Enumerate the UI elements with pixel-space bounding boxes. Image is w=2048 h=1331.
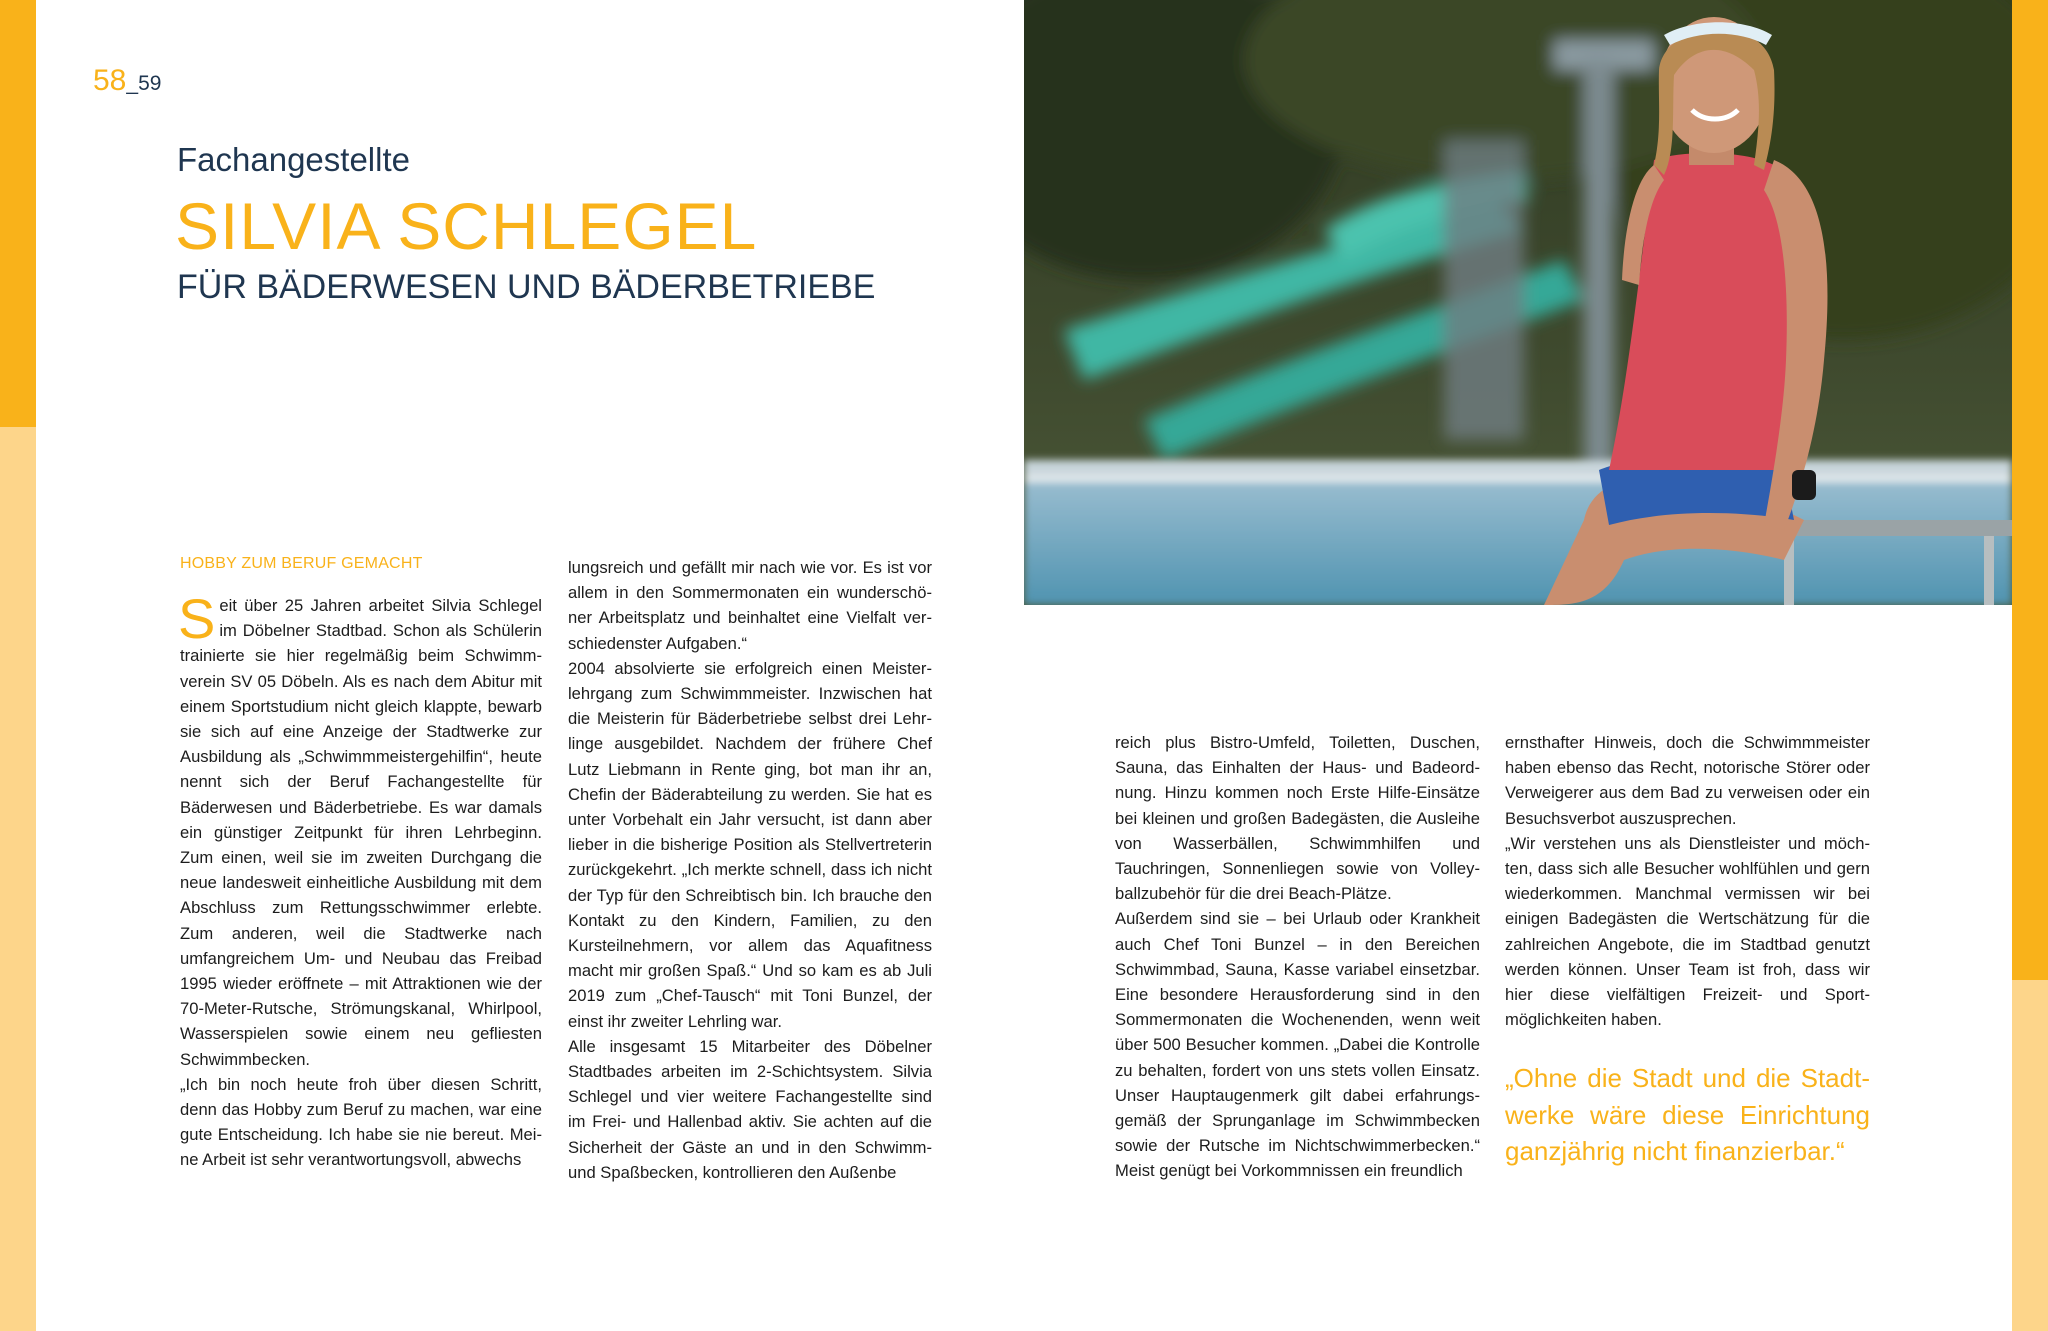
left-accent-bar-top [0,0,36,427]
right-accent-bar-bottom [2012,980,2048,1331]
page-number-right: 59 [138,72,162,95]
paragraph: „Wir verstehen uns als Dienstleister und möchten, dass sich alle Besucher wohlfühlen und gern wiederkommen. Manchmal vermissen wir bei einigen Badegästen die Wertschätzung für die zahlreichen Angebote, die im Stadtbad genutzt werden können. Unser Team ist froh, dass wir hier diese vielfältigen Freizeit- und Sportmöglichkeiten haben. [1505,833,1870,1030]
text-column-2 [568,555,932,1185]
paragraph [178,587,542,1072]
heading-subtitle: FÜR BÄDERWESEN UND BÄDERBETRIEBE [177,268,876,306]
paragraph: Außerdem sind sie – bei Urlaub oder Krankheit auch Chef Toni Bunzel – in den Bereichen Schwimmbad, Sauna, Kasse variabel einsetzbar. Eine besondere Herausforderung sind in den Sommermonaten die Wochenenden, wenn weit über 500 Besucher kommen. „Dabei die Kontrolle zu behalten, fordert von uns stets vollen Einsatz. Unser Hauptaugenmerk gilt dabei erfahrungsgemäß der Sprunganlage im Schwimmbecken sowie der Rutsche im Nichtschwimmerbecken.“ Meist genügt bei Vorkommnissen ein freundlich [1115,909,1480,1181]
pull-quote: „Ohne die Stadt und die Stadtwerke wäre diese Einrichtung ganzjährig nicht finanzierbar.“ [1505,1063,1870,1166]
paragraph: „Ich bin noch heute froh über diesen Schritt, denn das Hobby zum Beruf zu machen, war eine gute Entscheidung. Ich habe sie nie bereut. Meine Arbeit ist sehr verantwortungsvoll, abwechs [180,1074,542,1170]
right-accent-bar-top [2012,0,2048,980]
paragraph: lungsreich und gefällt mir nach wie vor. Es ist vor allem in den Sommermonaten ein wunderschöner Arbeitsplatz und beinhaltet eine Vielfalt verschiedenster Aufgaben.“ [568,558,932,653]
page-title: SILVIA SCHLEGEL [175,189,758,263]
heading-kicker: Fachangestellte [177,141,410,178]
text-column-4 [1505,730,1870,1032]
paragraph: reich plus Bistro-Umfeld, Toiletten, Duschen, Sauna, das Einhalten der Haus- und Badeordnung. Hinzu kommen noch Erste Hilfe-Einsätze bei kleinen und großen Badegästen, die Ausleihe von Wasserbällen, Schwimmhilfen und Tauchringen, Sonnenliegen sowie von Volleyballzubehör für die drei Beach-Plätze. [1115,733,1480,904]
paragraph: 2004 absolvierte sie erfolgreich einen Meisterlehrgang zum Schwimmmeister. Inzwischen hat die Meisterin für Bäderbetriebe selbst drei Lehrlinge ausgebildet. Nachdem der frühere Chef Lutz Liebmann in Rente ging, bot man ihr an, Chefin der Bäderabteilung zu werden. Sie hat es unter Vorbehalt ein Jahr versucht, ist dann aber lieber in die bisherige Position als Stellvertreterin zurückgekehrt. „Ich merkte schnell, dass ich nicht der Typ für den Schreibtisch bin. Ich brauche den Kontakt zu den Kindern, Familien, zu den Kursteilnehmern, vor allem das Aquafitness macht mir großen Spaß.“ Und so kam es ab Juli 2019 zum „Chef-Tausch“ mit Toni Bunzel, der einst ihr zweiter Lehrling war. [568,658,932,1031]
page-number-left: 58 [93,64,127,97]
left-accent-bar-bottom [0,427,36,1331]
page-numbers [93,64,161,98]
paragraph: ernsthafter Hinweis, doch die Schwimmmeister haben ebenso das Recht, notorische Störer oder Verweigerer aus dem Bad zu verweisen oder ein Besuchsverbot auszusprechen. [1505,733,1870,828]
page-number-separator: _ [126,72,139,95]
section-label: HOBBY ZUM BERUF GEMACHT [180,555,423,572]
portrait-photo [1024,0,2012,605]
drop-cap: S [178,587,216,650]
paragraph: Alle insgesamt 15 Mitarbeiter des Döbelner Stadtbades arbeiten im 2-Schichtsystem. Silvia Schlegel und vier weitere Fachangestellte sind im Frei- und Hallenbad aktiv. Sie achten auf die Sicherheit der Gäste an und in den Schwimm- und Spaßbecken, kontrollieren den Außenbe [568,1036,932,1182]
text-column-3 [1115,730,1480,1184]
text-column-1 [178,587,542,1173]
paragraph-text: eit über 25 Jahren arbeitet Silvia Schlegel im Döbelner Stadtbad. Schon als Schülerin trainierte sie hier regelmäßig beim Schwimmverein SV 05 Döbeln. Als es nach dem Abitur mit einem Sportstudium nicht gleich klappte, bewarb sie sich auf eine Anzeige der Stadtwerke zur Ausbildung als „Schwimmmeistergehilfin“, heute nennt sich der Beruf Fachangestellte für Bäderwesen und Bäderbetriebe. Es war damals ein günstiger Zeitpunkt für ihren Lehrbeginn. Zum einen, weil sie im zweiten Durchgang die neue landesweit einheitliche Ausbildung mit dem Abschluss zum Rettungsschwimmer erlebte. Zum anderen, weil die Stadtwerke nach umfangreichem Um- und Neubau das Freibad 1995 wieder eröffnete – mit Attraktionen wie der 70-Meter-Rutsche, Strömungskanal, Whirlpool, Wasserspielen sowie einem neu gefliesten Schwimmbecken. [180,596,542,1069]
